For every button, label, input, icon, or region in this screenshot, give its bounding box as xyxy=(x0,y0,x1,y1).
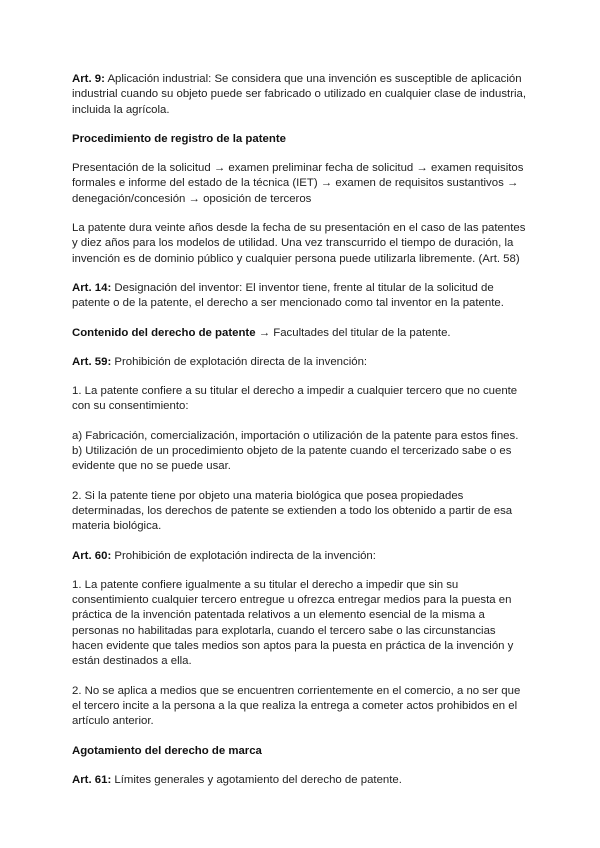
paragraph-art-60 xyxy=(72,549,528,564)
paragraph-art-9 xyxy=(72,72,528,118)
list-item-b: b) Utilización de un procedimiento objeto de la patente cuando el tercerizado sabe o es evidente que no se puede usar. xyxy=(72,445,512,473)
article-label: Art. 9: xyxy=(72,73,105,85)
section-label: Contenido del derecho de patente xyxy=(72,326,256,339)
article-label: Art. 60: xyxy=(72,549,112,562)
article-text: Designación del inventor: El inventor tiene, frente al titular de la solicitud de patente o de la patente, el derecho a ser mencionado como tal inventor en la patente. xyxy=(72,281,504,310)
paragraph-art-14 xyxy=(72,281,528,312)
article-text: Prohibición de explotación directa de la invención: xyxy=(111,355,368,368)
paragraph-art-60-1: 1. La patente confiere igualmente a su titular el derecho a impedir que sin su consentimiento cualquier tercero entregue u ofrezca entregar medios para la puesta en práctica de la invención patentada relativos a un elemento esencial de la misma a personas no habilitadas para explotarla, cuando el tercero sabe o las circunstancias hacen evidente que tales medios son aptos para la puesta en práctica de la invención y están destinados a ella. xyxy=(72,578,514,668)
article-text: Aplicación industrial: Se considera que una invención es susceptible de aplicación industrial cuando su objeto puede ser fabricado o utilizado en cualquier clase de industria, incluida la agrícola. xyxy=(72,73,527,116)
list-item-a: a) Fabricación, comercialización, importación o utilización de la patente para estos fines. xyxy=(72,429,519,442)
paragraph-art-61 xyxy=(72,773,528,788)
paragraph-art-59-1: 1. La patente confiere a su titular el derecho a impedir a cualquier tercero que no cuente con su consentimiento: xyxy=(72,385,518,413)
paragraph-procedimiento: Presentación de la solicitud → examen preliminar fecha de solicitud → examen requisitos formales e informe del estado de la técnica (IET) → examen de requisitos sustantivos → denegación/concesión → oposición de terceros xyxy=(72,162,524,205)
article-text: Prohibición de explotación indirecta de la invención: xyxy=(111,549,376,562)
article-label: Art. 59: xyxy=(72,355,112,368)
heading-procedimiento: Procedimiento de registro de la patente xyxy=(72,132,286,145)
article-label: Art. 61: xyxy=(72,773,112,786)
article-text: Límites generales y agotamiento del derecho de patente. xyxy=(111,773,402,786)
paragraph-art-59-2: 2. Si la patente tiene por objeto una materia biológica que posea propiedades determinadas, los derechos de patente se extienden a todo los obtenido a partir de esa materia biológica. xyxy=(72,489,513,533)
paragraph-duracion: La patente dura veinte años desde la fecha de su presentación en el caso de las patentes y diez años para los modelos de utilidad. Una vez transcurrido el tiempo de duración, la invención es de dominio público y cualquier persona puede utilizarla libremente. (Art. 58) xyxy=(72,222,526,265)
heading-agotamiento: Agotamiento del derecho de marca xyxy=(72,744,262,757)
section-text: → Facultades del titular de la patente. xyxy=(255,326,451,339)
paragraph-art-59-list xyxy=(72,429,528,475)
paragraph-art-60-2: 2. No se aplica a medios que se encuentren corrientemente en el comercio, a no ser que el tercero incite a la persona a la que realiza la entrega a cometer actos prohibidos en el artículo anterior. xyxy=(72,684,521,728)
paragraph-contenido xyxy=(72,326,528,341)
paragraph-art-59 xyxy=(72,355,528,370)
article-label: Art. 14: xyxy=(72,281,112,294)
